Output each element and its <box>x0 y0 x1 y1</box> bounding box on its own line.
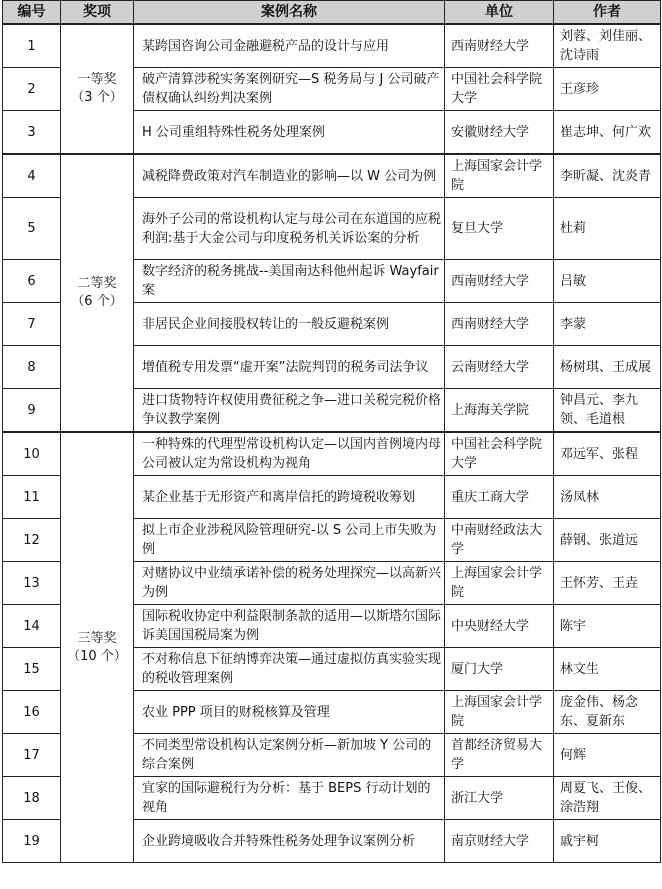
header-author: 作者 <box>554 1 661 25</box>
case-number: 4 <box>3 154 61 198</box>
case-name: 增值税专用发票“虚开案”法院判罚的税务司法争议 <box>134 346 445 389</box>
award-group <box>3 432 661 863</box>
case-unit: 安徽财经大学 <box>445 111 554 155</box>
case-name: 破产清算涉税实务案例研究—S 税务局与 J 公司破产债权确认纠纷判决案例 <box>134 68 445 111</box>
case-unit: 中南财经政法大学 <box>445 519 554 562</box>
award-group <box>3 154 661 432</box>
case-unit: 上海国家会计学院 <box>445 562 554 605</box>
case-name: 非居民企业间接股权转让的一般反避税案例 <box>134 303 445 346</box>
case-name: 减税降费政策对汽车制造业的影响—以 W 公司为例 <box>134 154 445 198</box>
case-author: 李蒙 <box>554 303 661 346</box>
case-name: 国际税收协定中利益限制条款的适用—以斯塔尔国际诉美国国税局案为例 <box>134 605 445 648</box>
case-name: 农业 PPP 项目的财税核算及管理 <box>134 691 445 734</box>
case-unit: 中央财经大学 <box>445 605 554 648</box>
case-author: 钟昌元、李九领、毛道根 <box>554 389 661 433</box>
award-group <box>3 24 661 154</box>
case-unit: 西南财经大学 <box>445 260 554 303</box>
case-number: 7 <box>3 303 61 346</box>
case-unit: 上海海关学院 <box>445 389 554 433</box>
case-name: 对赌协议中业绩承诺补偿的税务处理探究—以高新兴为例 <box>134 562 445 605</box>
header-row <box>3 1 661 25</box>
case-unit: 复旦大学 <box>445 198 554 260</box>
table-row <box>3 24 661 68</box>
case-unit: 中国社会科学院大学 <box>445 432 554 476</box>
case-unit: 上海国家会计学院 <box>445 691 554 734</box>
header-award: 奖项 <box>61 1 134 25</box>
case-number: 13 <box>3 562 61 605</box>
case-unit: 西南财经大学 <box>445 24 554 68</box>
header-num: 编号 <box>3 1 61 25</box>
table-row <box>3 154 661 198</box>
case-number: 17 <box>3 734 61 777</box>
case-author: 刘蓉、刘佳丽、沈诗雨 <box>554 24 661 68</box>
case-name: 宜家的国际避税行为分析：基于 BEPS 行动计划的视角 <box>134 777 445 820</box>
case-number: 19 <box>3 820 61 863</box>
case-number: 9 <box>3 389 61 433</box>
case-unit: 厦门大学 <box>445 648 554 691</box>
case-unit: 南京财经大学 <box>445 820 554 863</box>
case-unit: 中国社会科学院大学 <box>445 68 554 111</box>
case-unit: 上海国家会计学院 <box>445 154 554 198</box>
case-number: 16 <box>3 691 61 734</box>
case-number: 1 <box>3 24 61 68</box>
case-unit: 云南财经大学 <box>445 346 554 389</box>
case-number: 3 <box>3 111 61 155</box>
award-level: 二等奖 <box>77 276 117 291</box>
case-author: 邓远军、张程 <box>554 432 661 476</box>
case-number: 8 <box>3 346 61 389</box>
case-number: 15 <box>3 648 61 691</box>
case-author: 林文生 <box>554 648 661 691</box>
case-unit: 浙江大学 <box>445 777 554 820</box>
case-author: 周夏飞、王俊、涂浩翔 <box>554 777 661 820</box>
header-name: 案例名称 <box>134 1 445 25</box>
case-name: 拟上市企业涉税风险管理研究-以 S 公司上市失败为例 <box>134 519 445 562</box>
award-level: 一等奖 <box>77 72 117 87</box>
header-unit: 单位 <box>445 1 554 25</box>
case-author: 戚宇柯 <box>554 820 661 863</box>
award-count: （3 个） <box>71 90 123 105</box>
case-author: 王彦珍 <box>554 68 661 111</box>
case-number: 6 <box>3 260 61 303</box>
case-author: 何辉 <box>554 734 661 777</box>
case-number: 5 <box>3 198 61 260</box>
case-number: 10 <box>3 432 61 476</box>
case-name: 不同类型常设机构认定案例分析—新加坡 Y 公司的综合案例 <box>134 734 445 777</box>
case-name: H 公司重组特殊性税务处理案例 <box>134 111 445 155</box>
case-number: 11 <box>3 476 61 519</box>
award-list-table <box>2 0 661 863</box>
case-number: 12 <box>3 519 61 562</box>
case-name: 数字经济的税务挑战--美国南达科他州起诉 Wayfair 案 <box>134 260 445 303</box>
case-author: 杨树琪、王成展 <box>554 346 661 389</box>
case-author: 吕敏 <box>554 260 661 303</box>
case-unit: 重庆工商大学 <box>445 476 554 519</box>
case-author: 王怀芳、王垚 <box>554 562 661 605</box>
case-author: 陈宇 <box>554 605 661 648</box>
award-count: （10 个） <box>67 648 127 664</box>
case-author: 汤凤林 <box>554 476 661 519</box>
case-name: 海外子公司的常设机构认定与母公司在东道国的应税利润:基于大金公司与印度税务机关诉讼案的分析 <box>134 198 445 260</box>
case-number: 2 <box>3 68 61 111</box>
case-author: 李昕凝、沈炎青 <box>554 154 661 198</box>
award-count: （6 个） <box>71 294 123 309</box>
case-author: 崔志坤、何广欢 <box>554 111 661 155</box>
case-number: 14 <box>3 605 61 648</box>
case-name: 不对称信息下征纳博弈决策—通过虚拟仿真实验实现的税收管理案例 <box>134 648 445 691</box>
case-author: 杜莉 <box>554 198 661 260</box>
case-unit: 首都经济贸易大学 <box>445 734 554 777</box>
case-author: 庞金伟、杨念东、夏新东 <box>554 691 661 734</box>
case-name: 企业跨境吸收合并特殊性税务处理争议案例分析 <box>134 820 445 863</box>
case-unit: 西南财经大学 <box>445 303 554 346</box>
award-level-cell <box>61 432 134 863</box>
case-name: 进口货物特许权使用费征税之争—进口关税完税价格争议教学案例 <box>134 389 445 433</box>
table-row <box>3 432 661 476</box>
award-level-cell <box>61 154 134 432</box>
award-level-cell <box>61 24 134 154</box>
award-level: 三等奖 <box>77 630 117 646</box>
case-name: 某跨国咨询公司金融避税产品的设计与应用 <box>134 24 445 68</box>
case-number: 18 <box>3 777 61 820</box>
case-author: 薛钢、张道远 <box>554 519 661 562</box>
case-name: 一种特殊的代理型常设机构认定—以国内首例境内母公司被认定为常设机构为视角 <box>134 432 445 476</box>
case-name: 某企业基于无形资产和离岸信托的跨境税收筹划 <box>134 476 445 519</box>
